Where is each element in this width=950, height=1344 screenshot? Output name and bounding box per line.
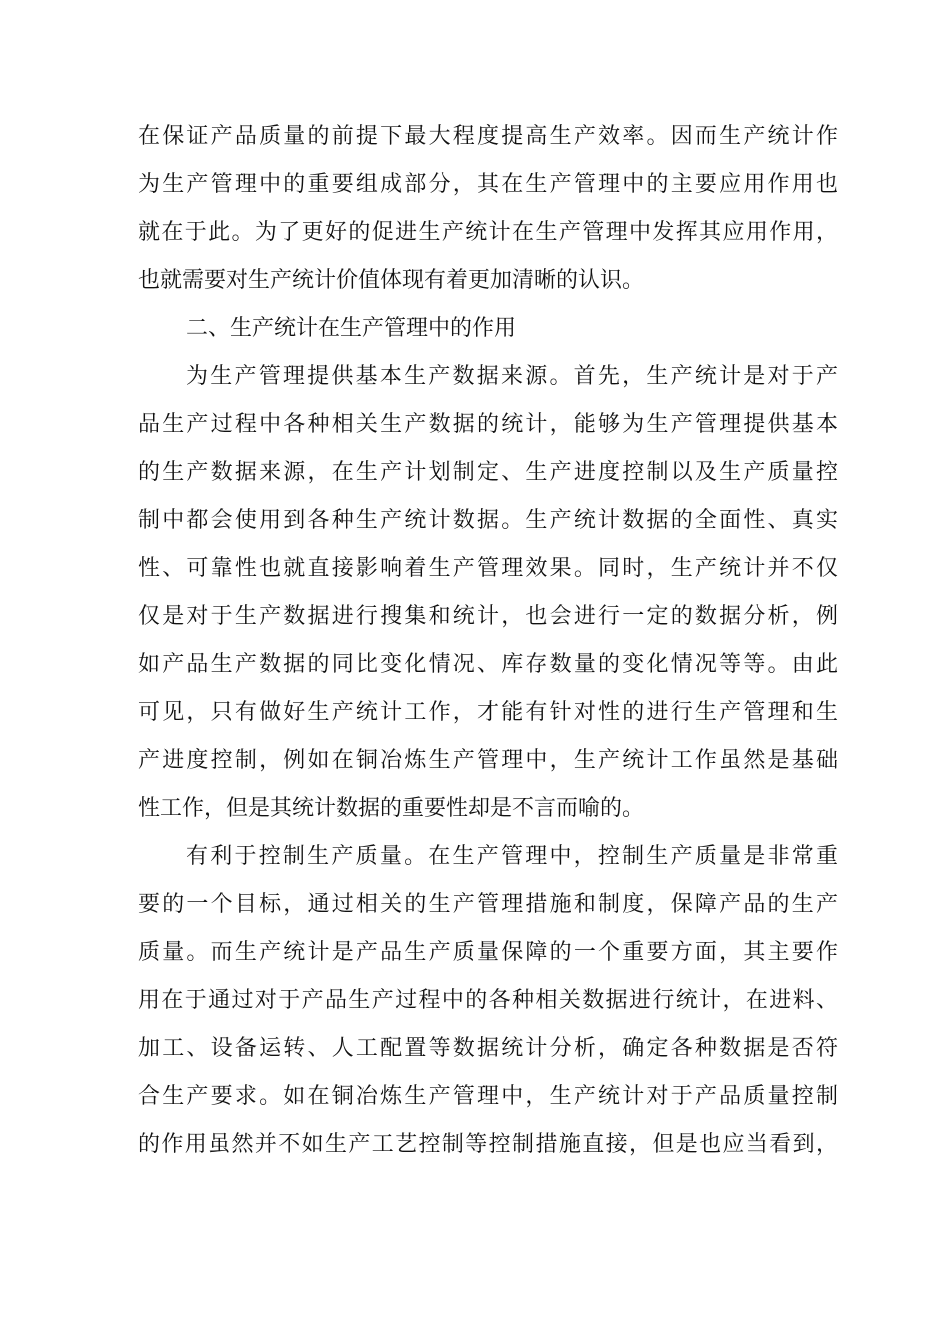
text-line: 的作用虽然并不如生产工艺控制等控制措施直接，但是也应当看到，	[138, 1132, 838, 1157]
text-line: 在保证产品质量的前提下最大程度提高生产效率。因而生产统计作	[138, 124, 838, 149]
text-line: 加工、设备运转、人工配置等数据统计分析，确定各种数据是否符	[138, 1036, 838, 1061]
section-heading: 二、生产统计在生产管理中的作用	[186, 316, 517, 341]
text-line: 制中都会使用到各种生产统计数据。生产统计数据的全面性、真实	[138, 508, 838, 533]
text-line: 仅是对于生产数据进行搜集和统计，也会进行一定的数据分析，例	[138, 604, 838, 629]
paragraph-first-line: 有利于控制生产质量。在生产管理中，控制生产质量是非常重	[186, 844, 838, 869]
text-line: 可见，只有做好生产统计工作，才能有针对性的进行生产管理和生	[138, 700, 838, 725]
text-line: 要的一个目标，通过相关的生产管理措施和制度，保障产品的生产	[138, 892, 838, 917]
paragraph-first-line: 为生产管理提供基本生产数据来源。首先，生产统计是对于产	[186, 364, 838, 389]
text-line: 也就需要对生产统计价值体现有着更加清晰的认识。	[138, 268, 645, 293]
text-line: 品生产过程中各种相关生产数据的统计，能够为生产管理提供基本	[138, 412, 838, 437]
text-line: 合生产要求。如在铜冶炼生产管理中，生产统计对于产品质量控制	[138, 1084, 838, 1109]
text-line: 的生产数据来源，在生产计划制定、生产进度控制以及生产质量控	[138, 460, 838, 485]
text-line: 就在于此。为了更好的促进生产统计在生产管理中发挥其应用作用，	[138, 220, 838, 245]
text-line: 用在于通过对于产品生产过程中的各种相关数据进行统计，在进料、	[138, 988, 838, 1013]
text-line: 如产品生产数据的同比变化情况、库存数量的变化情况等等。由此	[138, 652, 838, 677]
text-line: 质量。而生产统计是产品生产质量保障的一个重要方面，其主要作	[138, 940, 838, 965]
text-line: 为生产管理中的重要组成部分，其在生产管理中的主要应用作用也	[138, 172, 838, 197]
text-line: 产进度控制，例如在铜冶炼生产管理中，生产统计工作虽然是基础	[138, 748, 838, 773]
text-line: 性、可靠性也就直接影响着生产管理效果。同时，生产统计并不仅	[138, 556, 838, 581]
text-line: 性工作，但是其统计数据的重要性却是不言而喻的。	[138, 796, 645, 821]
